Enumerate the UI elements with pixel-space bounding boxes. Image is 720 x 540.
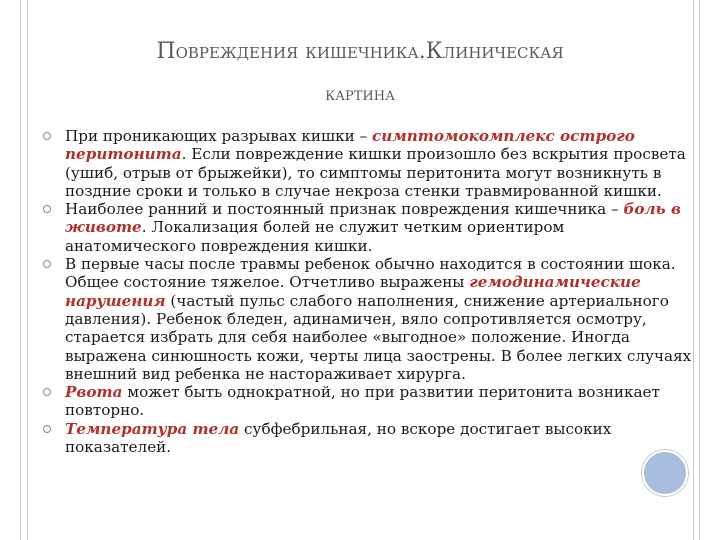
bullet-item [40,127,692,200]
bullet-text: . Локализация болей не служит четким ориентиром анатомического повреждения кишки. [65,218,565,255]
bullet-text: Наиболее ранний и постоянный признак повреждения кишечника – [65,200,624,219]
bullet-text: . Если повреждение кишки произошло без вскрытия просвета (ушиб, отрыв от брыжейки), то симптомы перитонита могут возникнуть в поздние сроки и только в случае некроза стенки травмированной кишки. [65,145,686,200]
slide-title [40,38,680,108]
bullet-item [40,255,692,383]
bullet-item [40,200,692,255]
bullet-circle-icon [43,260,51,268]
slide-title-line2: картина [325,83,395,105]
bullet-emphasis: гемодинамические нарушения [65,273,641,310]
bullet-text: субфебрильная, но вскоре достигает высоких показателей. [65,419,612,457]
bullet-circle-icon [43,205,51,213]
left-frame-lines [20,0,28,540]
bullet-emphasis: Температура тела [65,419,240,438]
bullet-circle-icon [43,132,51,140]
bullet-circle-icon [43,425,51,433]
bullet-emphasis: боль в животе [65,200,681,237]
bullet-text: может быть однократной, но при развитии перитонита возникает повторно. [65,383,660,420]
right-frame-lines [693,0,700,540]
bullet-text: (частый пульс слабого наполнения, снижение артериального давления). Ребенок бледен, адинамичен, вяло сопротивляется осмотру, старается избрать для себя наиболее «выгодное» положение. Иногда выражена синюшность кожи, черты лица заострены. В более легких случаях внешний вид ребенка не настораживает хирурга. [65,291,692,383]
bullet-list [40,127,692,456]
bullet-emphasis: симптомокомплекс острого перитонита [65,127,635,164]
bullet-text: При проникающих разрывах кишки – [65,127,373,145]
bullet-item [40,420,692,457]
bullet-text: В первые часы после травмы ребенок обычно находится в состоянии шока. Общее состояние тяжелое. Отчетливо выражены [65,255,676,292]
bullet-emphasis: Рвота [65,383,123,402]
bullet-item [40,383,692,420]
bullet-circle-icon [43,388,51,396]
slide-title-line1: Повреждения кишечника.Клиническая [156,39,564,64]
decorative-circle [642,450,688,496]
